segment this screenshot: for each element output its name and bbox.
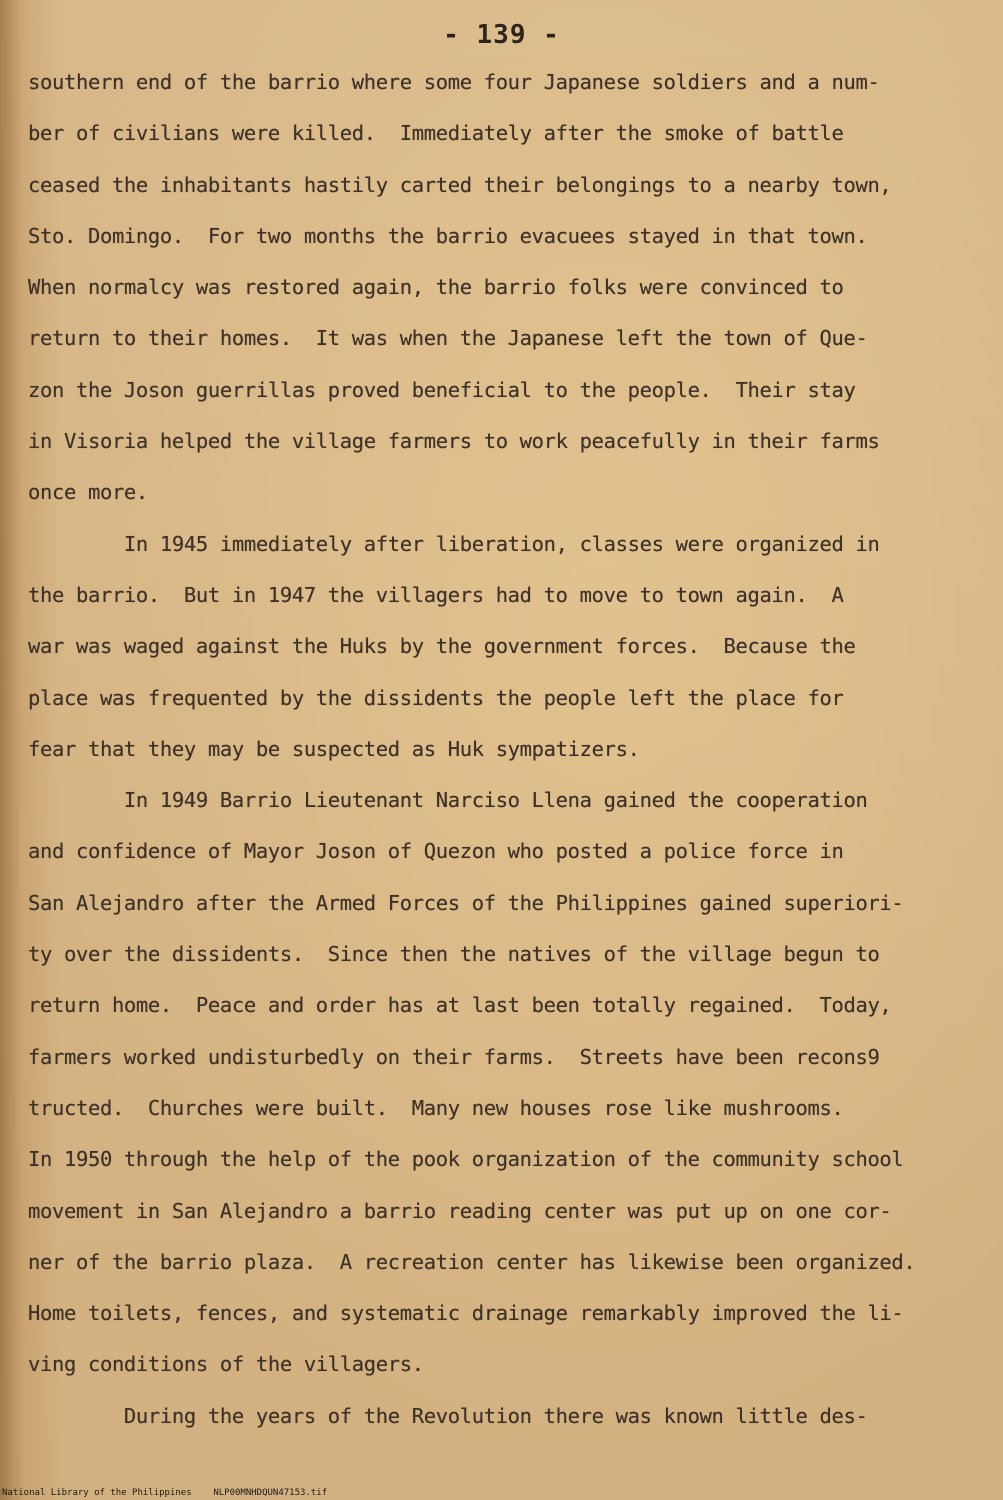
- text-line: zon the Joson guerrillas proved beneficial to the people. Their stay: [28, 377, 856, 402]
- text-line: place was frequented by the dissidents the people left the place for: [28, 685, 844, 710]
- text-line: Sto. Domingo. For two months the barrio evacuees stayed in that town.: [28, 223, 868, 248]
- text-line: During the years of the Revolution there was known little des-: [28, 1403, 868, 1428]
- text-line: San Alejandro after the Armed Forces of the Philippines gained superiori-: [28, 890, 904, 915]
- archive-footer: National Library of the Philippines NLP00MNHDQUN47153.tif: [2, 1488, 328, 1498]
- text-line: fear that they may be suspected as Huk sympatizers.: [28, 736, 640, 761]
- text-line: movement in San Alejandro a barrio reading center was put up on one cor-: [28, 1198, 892, 1223]
- text-line: in Visoria helped the village farmers to work peacefully in their farms: [28, 429, 880, 454]
- text-line: return to their homes. It was when the Japanese left the town of Que-: [28, 326, 868, 351]
- text-line: southern end of the barrio where some four Japanese soldiers and a num-: [28, 70, 880, 94]
- text-line: the barrio. But in 1947 the villagers had to move to town again. A: [28, 582, 844, 607]
- text-line: When normalcy was restored again, the barrio folks were convinced to: [28, 275, 844, 300]
- text-line: In 1950 through the help of the pook organization of the community school: [28, 1147, 904, 1172]
- text-line: war was waged against the Huks by the government forces. Because the: [28, 634, 856, 659]
- text-line: farmers worked undisturbedly on their farms. Streets have been recons9: [28, 1044, 880, 1069]
- text-line: and confidence of Mayor Joson of Quezon who posted a police force in: [28, 839, 844, 864]
- text-line: In 1945 immediately after liberation, classes were organized in: [28, 531, 880, 556]
- page-number: - 139 -: [443, 20, 560, 50]
- text-line: In 1949 Barrio Lieutenant Narciso Llena gained the cooperation: [28, 788, 868, 813]
- text-line: ving conditions of the villagers.: [28, 1352, 424, 1377]
- text-line: ber of civilians were killed. Immediately after the smoke of battle: [28, 121, 844, 146]
- text-line: tructed. Churches were built. Many new houses rose like mushrooms.: [28, 1095, 844, 1120]
- text-line: ty over the dissidents. Since then the natives of the village begun to: [28, 942, 880, 967]
- text-line: once more.: [28, 480, 148, 505]
- text-line: return home. Peace and order has at last been totally regained. Today,: [28, 993, 892, 1018]
- text-line: ner of the barrio plaza. A recreation center has likewise been organized.: [28, 1249, 916, 1274]
- text-line: ceased the inhabitants hastily carted their belongings to a nearby town,: [28, 172, 892, 197]
- text-line: Home toilets, fences, and systematic drainage remarkably improved the li-: [28, 1301, 904, 1326]
- document-body: [28, 62, 988, 1447]
